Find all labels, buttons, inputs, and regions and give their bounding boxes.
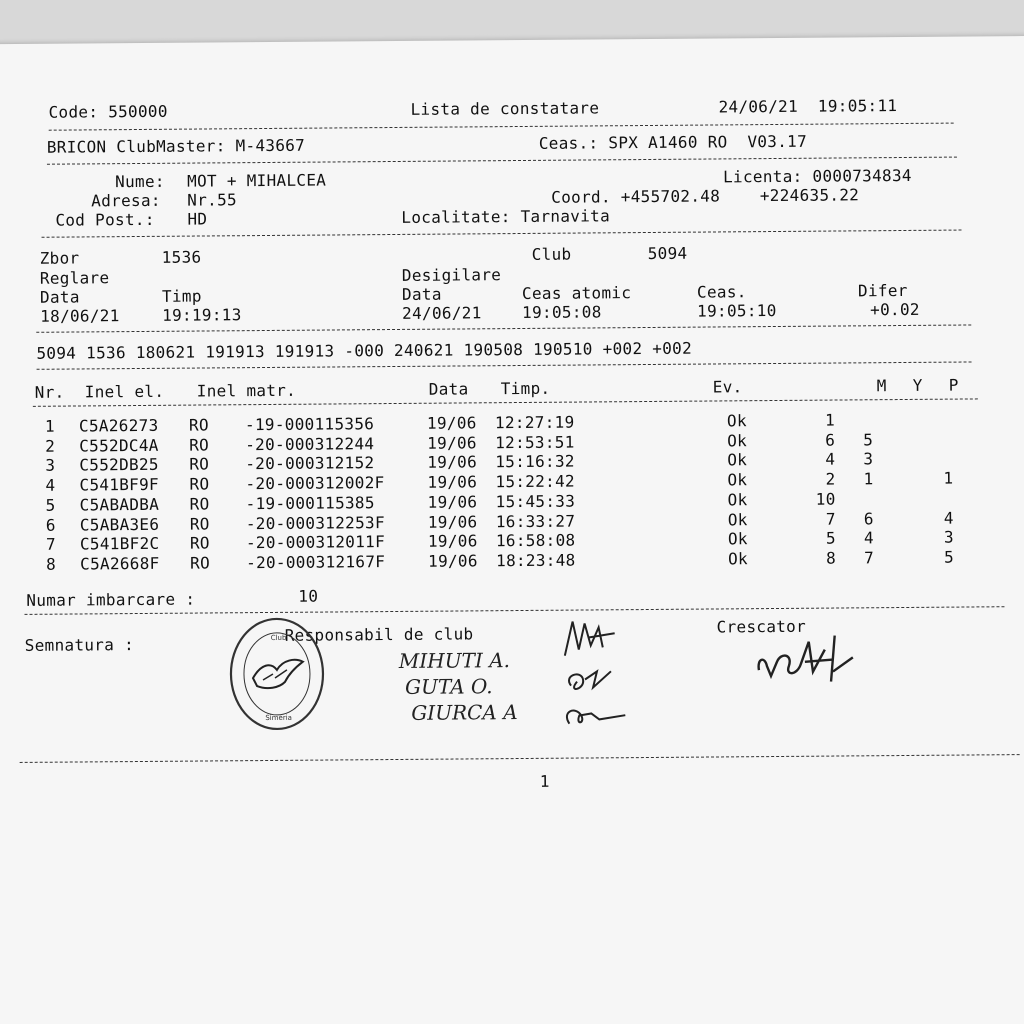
embark-count: 10 bbox=[298, 586, 319, 606]
row-nr: 1 bbox=[44, 416, 56, 436]
row-country: RO bbox=[189, 533, 210, 553]
device-id: BRICON ClubMaster: M-43667 bbox=[46, 135, 306, 157]
row-event: Ok bbox=[727, 490, 748, 510]
row-m: 5 bbox=[825, 528, 836, 548]
postal-code: HD bbox=[187, 209, 208, 229]
row-event: Ok bbox=[727, 470, 748, 490]
divider bbox=[20, 754, 1020, 763]
row-event: Ok bbox=[727, 529, 748, 549]
coordinates: Coord. +455702.48 +224635.22 bbox=[551, 185, 860, 207]
row-date: 19/06 bbox=[427, 472, 478, 492]
difference-label: Difer bbox=[857, 280, 908, 301]
row-country: RO bbox=[189, 435, 210, 455]
row-inel-el: C5A2668F bbox=[80, 553, 160, 574]
clock-id: Ceas.: SPX A1460 RO V03.17 bbox=[538, 131, 808, 153]
doc-datetime: 24/06/21 19:05:11 bbox=[718, 96, 898, 117]
breeder-signature bbox=[753, 621, 864, 702]
timp-label: Timp bbox=[161, 286, 202, 306]
row-date: 19/06 bbox=[426, 413, 477, 433]
flight-label: Zbor bbox=[39, 248, 80, 268]
row-m: 1 bbox=[824, 410, 836, 430]
row-inel-el: C552DB25 bbox=[79, 455, 159, 475]
owner-name: MOT + MIHALCEA bbox=[187, 170, 327, 191]
row-nr: 8 bbox=[46, 554, 57, 574]
doc-title: Lista de constatare bbox=[410, 98, 600, 119]
row-inel-matr: -20-000312253F bbox=[245, 512, 385, 533]
row-p: 3 bbox=[943, 527, 954, 547]
stamp-club: Club bbox=[270, 633, 287, 642]
row-p: 1 bbox=[943, 468, 954, 488]
row-time: 12:27:19 bbox=[494, 412, 575, 433]
row-country: RO bbox=[190, 553, 211, 573]
col-p: P bbox=[948, 375, 959, 395]
owner-address: Nr.55 bbox=[187, 190, 237, 210]
reglare-time: 19:19:13 bbox=[162, 305, 242, 325]
row-y: 6 bbox=[863, 508, 874, 528]
club-label: Club bbox=[531, 244, 572, 264]
row-m: 7 bbox=[825, 509, 836, 529]
row-inel-matr: -20-000312002F bbox=[245, 473, 385, 494]
desigilare-date: 24/06/21 bbox=[402, 303, 482, 323]
row-event: Ok bbox=[727, 430, 748, 451]
postal-code-label: Cod Post.: bbox=[55, 209, 155, 230]
divider bbox=[33, 398, 978, 406]
row-time: 12:53:51 bbox=[495, 432, 575, 452]
row-time: 15:22:42 bbox=[495, 471, 576, 492]
row-inel-el: C541BF9F bbox=[79, 474, 160, 495]
doc-code: Code: 550000 bbox=[48, 101, 168, 122]
row-inel-el: C5ABA3E6 bbox=[79, 514, 160, 534]
license-number: Licenta: 0000734834 bbox=[723, 165, 912, 187]
row-p: 5 bbox=[944, 547, 955, 567]
responsible-signatures bbox=[555, 615, 656, 732]
club-number: 5094 bbox=[647, 243, 688, 264]
summary-code-line: 5094 1536 180621 191913 191913 -000 240621 190508 190510 +002 +002 bbox=[36, 338, 693, 363]
stamp-city: Simeria bbox=[265, 713, 292, 723]
club-stamp bbox=[227, 616, 328, 733]
row-m: 10 bbox=[815, 489, 836, 509]
document-sheet bbox=[0, 36, 1024, 1024]
signature-label: Semnatura : bbox=[24, 635, 135, 655]
address-label: Adresa: bbox=[91, 190, 161, 211]
row-inel-el: C541BF2C bbox=[79, 534, 160, 554]
row-inel-el: C5ABADBA bbox=[79, 494, 160, 515]
row-date: 19/06 bbox=[427, 433, 477, 453]
row-p: 4 bbox=[943, 508, 954, 528]
page-number: 1 bbox=[539, 771, 550, 791]
handwritten-name-2: GUTA O. bbox=[404, 674, 493, 699]
row-m: 6 bbox=[825, 430, 836, 450]
row-event: Ok bbox=[726, 411, 747, 431]
row-m: 2 bbox=[825, 469, 836, 489]
row-inel-matr: -20-000312167F bbox=[246, 551, 386, 573]
clock-label: Ceas. bbox=[696, 282, 747, 302]
row-y: 7 bbox=[864, 548, 875, 568]
row-country: RO bbox=[189, 454, 210, 475]
desigilare-label: Desigilare bbox=[401, 265, 502, 285]
col-ev: Ev. bbox=[712, 377, 743, 397]
row-nr: 5 bbox=[45, 495, 56, 515]
row-inel-matr: -20-000312152 bbox=[245, 453, 375, 474]
atomic-clock-time: 19:05:08 bbox=[522, 302, 602, 322]
data-label: Data bbox=[39, 287, 80, 307]
row-time: 16:58:08 bbox=[495, 530, 576, 551]
row-inel-matr: -19-000115356 bbox=[244, 414, 375, 435]
col-timp: Timp. bbox=[500, 378, 551, 399]
row-m: 4 bbox=[825, 449, 836, 470]
divider bbox=[49, 123, 954, 131]
locality: Localitate: Tarnavita bbox=[401, 206, 611, 227]
divider bbox=[37, 361, 972, 369]
row-event: Ok bbox=[728, 549, 749, 569]
col-y: Y bbox=[912, 375, 923, 395]
row-time: 15:45:33 bbox=[495, 491, 576, 512]
row-country: RO bbox=[189, 494, 210, 514]
row-event: Ok bbox=[727, 509, 748, 529]
row-y: 1 bbox=[863, 469, 874, 489]
col-nr: Nr. bbox=[34, 382, 65, 402]
data-label-2: Data bbox=[401, 284, 442, 304]
handwritten-name-3: GIURCA A bbox=[411, 700, 518, 725]
difference-value: +0.02 bbox=[870, 299, 920, 320]
col-data: Data bbox=[428, 379, 469, 399]
divider bbox=[47, 157, 957, 165]
atomic-clock-label: Ceas atomic bbox=[521, 283, 632, 303]
col-m: M bbox=[876, 376, 887, 396]
row-nr: 3 bbox=[45, 456, 56, 476]
col-inel-el: Inel el. bbox=[84, 381, 165, 402]
row-country: RO bbox=[189, 513, 210, 534]
row-nr: 6 bbox=[45, 515, 56, 535]
row-nr: 4 bbox=[45, 475, 56, 495]
row-event: Ok bbox=[727, 450, 748, 470]
row-y: 5 bbox=[863, 429, 874, 450]
club-responsible-label: Responsabil de club bbox=[284, 624, 474, 645]
row-date: 19/06 bbox=[427, 531, 478, 551]
reglare-label: Reglare bbox=[39, 268, 110, 288]
row-nr: 7 bbox=[45, 534, 56, 554]
row-nr: 2 bbox=[45, 436, 56, 456]
divider bbox=[36, 324, 971, 332]
embark-count-label: Numar imbarcare : bbox=[26, 589, 196, 610]
row-date: 19/06 bbox=[428, 551, 478, 571]
handwritten-name-1: MIHUTI A. bbox=[398, 648, 511, 673]
row-time: 16:33:27 bbox=[495, 511, 576, 531]
clock-time: 19:05:10 bbox=[697, 300, 777, 321]
reglare-date: 18/06/21 bbox=[40, 306, 120, 326]
row-inel-el: C5A26273 bbox=[78, 415, 159, 436]
row-inel-matr: -20-000312244 bbox=[245, 433, 375, 454]
row-inel-matr: -19-000115385 bbox=[245, 492, 375, 513]
row-y: 3 bbox=[863, 449, 874, 469]
row-date: 19/06 bbox=[427, 511, 478, 532]
flight-number: 1536 bbox=[161, 247, 202, 267]
row-country: RO bbox=[188, 415, 209, 435]
row-inel-el: C552DC4A bbox=[79, 435, 159, 456]
breeder-label: Crescator bbox=[716, 616, 807, 637]
row-m: 8 bbox=[826, 548, 837, 568]
row-time: 15:16:32 bbox=[495, 451, 575, 472]
row-y: 4 bbox=[863, 528, 874, 548]
row-inel-matr: -20-000312011F bbox=[245, 532, 386, 553]
row-country: RO bbox=[189, 474, 210, 494]
name-label: Nume: bbox=[115, 171, 165, 192]
divider bbox=[42, 230, 962, 238]
row-date: 19/06 bbox=[427, 452, 478, 473]
row-date: 19/06 bbox=[427, 492, 478, 512]
row-time: 18:23:48 bbox=[496, 550, 576, 571]
col-inel-matr: Inel matr. bbox=[196, 380, 297, 401]
